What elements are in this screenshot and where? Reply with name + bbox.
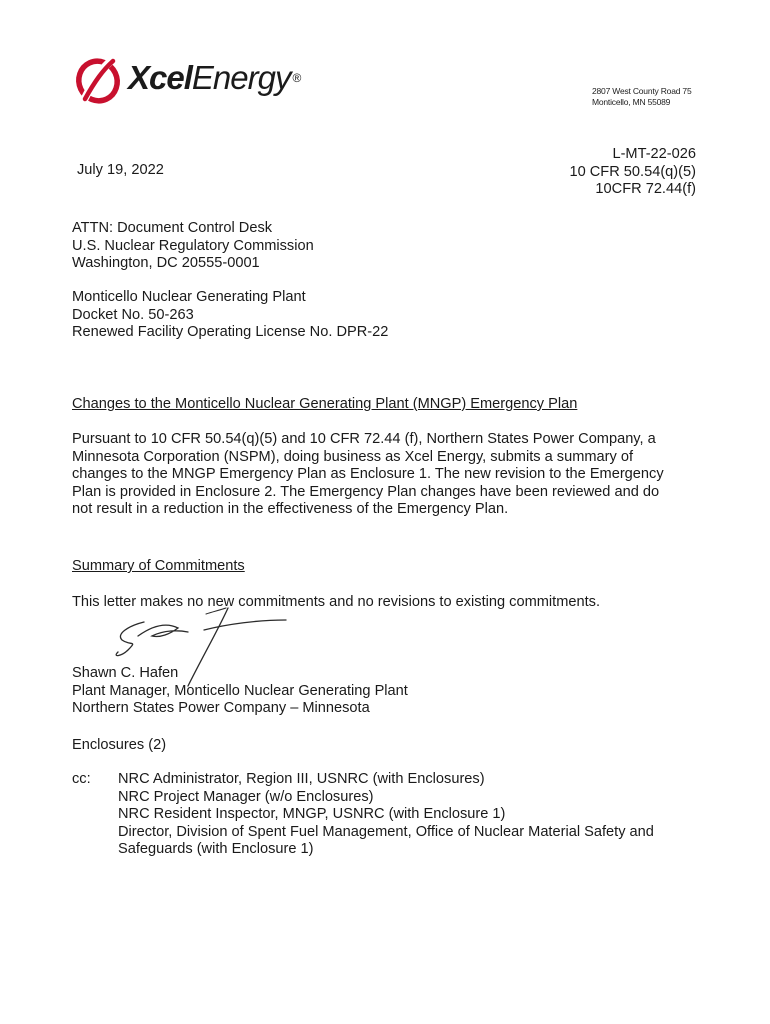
- recipient-line-1: ATTN: Document Control Desk: [72, 220, 273, 236]
- commitments-text: This letter makes no new commitments and no revisions to existing commitments.: [72, 594, 601, 610]
- facility-line-1: Monticello Nuclear Generating Plant: [72, 289, 306, 305]
- body-paragraph: [72, 431, 712, 519]
- recipient-address: [72, 220, 314, 273]
- recipient-line-3: Washington, DC 20555-0001: [72, 255, 260, 271]
- signature-block: [72, 665, 408, 718]
- address-line-2: Monticello, MN 55089: [592, 97, 671, 107]
- xcel-energy-logo: [72, 54, 332, 106]
- letter-number: L-MT-22-026: [612, 146, 696, 162]
- body-line-1: Pursuant to 10 CFR 50.54(q)(5) and 10 CFR 72.44 (f), Northern States Power Company, a: [72, 431, 656, 447]
- cc-label: cc:: [72, 771, 91, 787]
- cfr-reference-2: 10CFR 72.44(f): [595, 181, 696, 197]
- cc-list: [118, 771, 654, 859]
- subject-line: Changes to the Monticello Nuclear Generating Plant (MNGP) Emergency Plan: [72, 396, 578, 412]
- body-line-2: Minnesota Corporation (NSPM), doing business as Xcel Energy, submits a summary of: [72, 448, 634, 465]
- enclosures-note: Enclosures (2): [72, 737, 167, 753]
- cc-item: Safeguards (with Enclosure 1): [118, 841, 314, 857]
- logo-bold-text: Xcel: [128, 59, 192, 96]
- facility-line-2: Docket No. 50-263: [72, 306, 194, 323]
- cfr-reference-1: 10 CFR 50.54(q)(5): [569, 163, 696, 180]
- recipient-line-2: U.S. Nuclear Regulatory Commission: [72, 237, 314, 254]
- body-line-4: Plan is provided in Enclosure 2. The Emergency Plan changes have been reviewed and do: [72, 483, 660, 500]
- reference-block: [569, 146, 696, 199]
- facility-line-3: Renewed Facility Operating License No. DPR-22: [72, 324, 389, 340]
- body-line-3: changes to the MNGP Emergency Plan as Enclosure 1. The new revision to the Emergency: [72, 466, 664, 482]
- signer-title: Plant Manager, Monticello Nuclear Generating Plant: [72, 682, 408, 699]
- body-line-5: not result in a reduction in the effectiveness of the Emergency Plan.: [72, 501, 509, 517]
- address-line-1: 2807 West County Road 75: [592, 86, 692, 96]
- cc-item: Director, Division of Spent Fuel Management, Office of Nuclear Material Safety and: [118, 823, 654, 840]
- logo-wordmark: [128, 60, 300, 96]
- logo-regular-text: Energy: [191, 59, 291, 96]
- commitments-heading: Summary of Commitments: [72, 558, 245, 574]
- signer-name: Shawn C. Hafen: [72, 665, 179, 681]
- signer-company: Northern States Power Company – Minnesota: [72, 700, 370, 716]
- letter-date: July 19, 2022: [77, 162, 164, 178]
- cc-item: NRC Project Manager (w/o Enclosures): [118, 788, 374, 805]
- facility-block: [72, 289, 388, 342]
- cc-item: NRC Administrator, Region III, USNRC (with Enclosures): [118, 771, 485, 787]
- registered-mark: ®: [292, 71, 301, 85]
- cc-item: NRC Resident Inspector, MNGP, USNRC (with Enclosure 1): [118, 806, 506, 822]
- company-address: [592, 86, 691, 108]
- xcel-swoosh-icon: [72, 54, 124, 106]
